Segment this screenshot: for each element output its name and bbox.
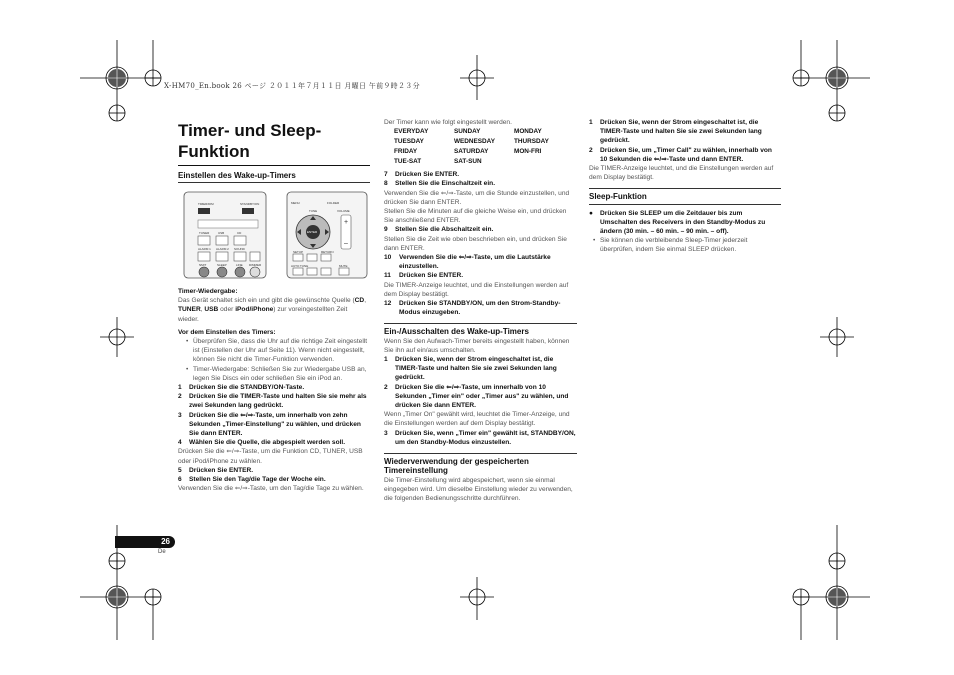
remote-label-timer: TIMER/DIM: [198, 202, 214, 206]
remote-label-dimmer: DIMMER: [249, 263, 262, 267]
day-option: [514, 157, 574, 167]
remote-label-nmit: NMIT: [199, 263, 207, 267]
print-header: X-HM70_En.book 26 ページ ２０１１年７月１１日 月曜日 午前９時２３分: [164, 82, 420, 90]
remote-label-sound: SOUND: [234, 247, 245, 251]
language-code: De: [158, 549, 166, 555]
day-option: SAT-SUN: [454, 158, 482, 166]
bullet-item: • Timer-Wiedergabe: Schließen Sie zur Wiedergabe USB an, legen Sie Discs ein oder schließen Sie ein iPod an.: [186, 365, 367, 382]
remote-label-setup: SETUP: [293, 250, 304, 254]
page-number: 26: [115, 536, 175, 548]
remote-label-volume: VOLUME: [337, 209, 350, 213]
step-text: Verwenden Sie die ⇐/⇒-Taste, um die Stunde einzustellen, und drücken Sie dann ENTER.: [384, 189, 570, 206]
step-item: 3 Drücken Sie, wenn „Timer ein" gewählt ist, STANDBY/ON, um den Standby-Modus einzustellen.: [384, 429, 576, 446]
day-option: MONDAY: [514, 128, 542, 136]
timer-wiedergabe-text: Das Gerät schaltet sich ein und gibt die gewünschte Quelle (CD, TUNER, USB oder iPod/iPhone) zur voreingestellten Zeit wieder.: [178, 297, 367, 323]
remote-label-standby: STANDBY/ON: [240, 202, 260, 206]
day-option: EVERYDAY: [394, 128, 429, 136]
section-text: Wenn Sie den Aufwach-Timer bereits eingestellt haben, können Sie ihn auf ein/aus umschalten.: [384, 337, 570, 354]
bullet-item: • Sie können die verbleibende Sleep-Timer jederzeit überprüfen, indem Sie einmal SLEEP drücken.: [593, 237, 748, 254]
remote-illustration-buttons: [178, 190, 271, 280]
bullet-item: ● Drücken Sie SLEEP um die Zeitdauer bis zum Umschalten des Receivers in den Standby-Modus zu ändern (30 min. – 60 min. – 90 min. – off).: [589, 209, 766, 236]
section-title-wakeup: Einstellen des Wake-up-Timers: [178, 171, 296, 180]
step-item: 10 Verwenden Sie die ⇐/⇒-Taste, um die Lautstärke einzustellen.: [384, 254, 551, 271]
step-item: 2 Drücken Sie die ⇐/⇒-Taste, um innerhalb von 10 Sekunden „Timer ein" oder „Timer aus" zu wählen, und drücken Sie dann ENTER.: [384, 383, 569, 410]
day-option: TUE-SAT: [394, 158, 422, 166]
section-rule: [384, 323, 577, 324]
section-text: Die Timer-Einstellung wird abgespeichert, wenn sie einmal eingegeben wird. Um dieselbe Einstellung wieder zu verwenden, die folgenden Bedienungsschritte durchführen.: [384, 476, 573, 502]
step-item: 1 Drücken Sie, wenn der Strom eingeschaltet ist, die TIMER-Taste und halten Sie sie zwei Sekunden lang gedrückt.: [589, 119, 762, 145]
step-item: 4 Wählen Sie die Quelle, die abgespielt werden soll.: [178, 439, 346, 447]
day-option: WEDNESDAY: [454, 138, 495, 146]
step-item: 2 Drücken Sie die TIMER-Taste und halten Sie sie mehr als zwei Sekunden lang gedrückt.: [178, 393, 367, 410]
remote-label-sleep: SLEEP: [217, 263, 227, 267]
remote-label-mute: MUTE: [339, 264, 348, 268]
section-title-onoff: Ein-/Ausschalten des Wake-up-Timers: [384, 327, 529, 337]
remote-label-auto: AUTO TUNE: [291, 264, 309, 268]
remote-illustration-navigation: [285, 190, 370, 280]
step-text: Drücken Sie die ⇐/⇒-Taste, um die Funktion CD, TUNER, USB oder iPod/iPhone zu wählen.: [178, 448, 363, 465]
step-item: 1 Drücken Sie die STANDBY/ON-Taste.: [178, 384, 305, 392]
remote-label-tuner: TUNER: [199, 231, 210, 235]
remote-label-return: RETURN: [321, 250, 334, 254]
section-rule: [178, 182, 370, 183]
days-intro: Der Timer kann wie folgt eingestellt werden.: [384, 119, 512, 126]
days-table: [394, 127, 577, 167]
day-option: FRIDAY: [394, 148, 418, 156]
bullet-item: • Überprüfen Sie, dass die Uhr auf die richtige Zeit eingestellt ist (Einstellen der Uhr auf Seite 11). Wenn nicht eingestellt, können Sie nicht die Timer-Funktion verwenden.: [186, 338, 368, 364]
svg-text:–: –: [344, 240, 348, 247]
day-option: THURSDAY: [514, 138, 549, 146]
remote-label-enter: ENTER: [307, 230, 318, 234]
remote-label-tune: TUNE: [309, 209, 318, 213]
remote-label-usb: USB: [218, 231, 225, 235]
section-rule: [589, 204, 781, 205]
step-text: Verwenden Sie die ⇐/⇒-Taste, um den Tag/die Tage zu wählen.: [178, 485, 364, 493]
remote-label-alarm2: ALARM 2: [216, 247, 229, 251]
day-option: SUNDAY: [454, 128, 481, 136]
page-title: Timer- und Sleep-Funktion: [178, 121, 322, 161]
day-option: SATURDAY: [454, 148, 489, 156]
step-item: 7 Drücken Sie ENTER.: [384, 171, 460, 179]
step-text: Wenn „Timer On" gewählt wird, leuchtet die Timer-Anzeige, und die Einstellungen werden auf dem Display bestätigt.: [384, 411, 570, 428]
step-item: 9 Stellen Sie die Abschaltzeit ein.: [384, 226, 494, 234]
step-item: 6 Stellen Sie den Tag/die Tage der Woche ein.: [178, 476, 326, 484]
section-title-reuse: Wiederverwendung der gespeicherten Timereinstellung: [384, 457, 529, 476]
remote-label-cd: CD: [237, 231, 242, 235]
step-item: 12 Drücken Sie STANDBY/ON, um den Strom-Standby-Modus einzugeben.: [384, 300, 561, 317]
timer-wiedergabe-label: Timer-Wiedergabe:: [178, 288, 238, 295]
middle-column-text: [384, 118, 577, 503]
right-column-text: [589, 118, 781, 255]
step-text: Die TIMER-Anzeige leuchtet, und die Einstellungen werden auf dem Display bestätigt.: [589, 165, 774, 182]
step-item: 8 Stellen Sie die Einschaltzeit ein.: [384, 180, 496, 188]
before-label: Vor dem Einstellen des Timers:: [178, 328, 276, 336]
remote-label-menu: MENU: [291, 201, 300, 205]
remote-label-folder: FOLDER: [327, 201, 340, 205]
section-rule: [384, 453, 577, 454]
step-item: 11 Drücken Sie ENTER.: [384, 272, 464, 280]
svg-text:+: +: [343, 219, 349, 226]
day-option: TUESDAY: [394, 138, 424, 146]
day-option: MON-FRI: [514, 148, 542, 156]
section-title-sleep: Sleep-Funktion: [589, 192, 647, 202]
remote-label-line: LINE: [236, 263, 243, 267]
section-rule: [589, 188, 781, 189]
step-item: 1 Drücken Sie, wenn der Strom eingeschaltet ist, die TIMER-Taste und halten Sie sie zwei Sekunden lang gedrückt.: [384, 356, 557, 382]
left-column-text: [178, 287, 370, 493]
title-rule: [178, 165, 370, 166]
step-text: Die TIMER-Anzeige leuchtet, und die Einstellungen werden auf dem Display bestätigt.: [384, 281, 569, 298]
step-text: Stellen Sie die Minuten auf die gleiche Weise ein, und drücken Sie anschließend ENTER.: [384, 208, 567, 225]
step-text: Stellen Sie die Zeit wie oben beschrieben ein, und drücken Sie dann ENTER.: [384, 235, 567, 252]
step-item: 2 Drücken Sie, um „Timer Call" zu wählen, innerhalb von 10 Sekunden die ⇐/⇒-Taste und dann ENTER.: [589, 146, 772, 163]
step-item: 3 Drücken Sie die ⇐/⇒-Taste, um innerhalb von zehn Sekunden „Timer-Einstellung" zu wählen, und drücken Sie dann ENTER.: [178, 411, 361, 438]
remote-label-alarm1: ALARM 1: [198, 247, 211, 251]
step-item: 5 Drücken Sie ENTER.: [178, 466, 254, 474]
